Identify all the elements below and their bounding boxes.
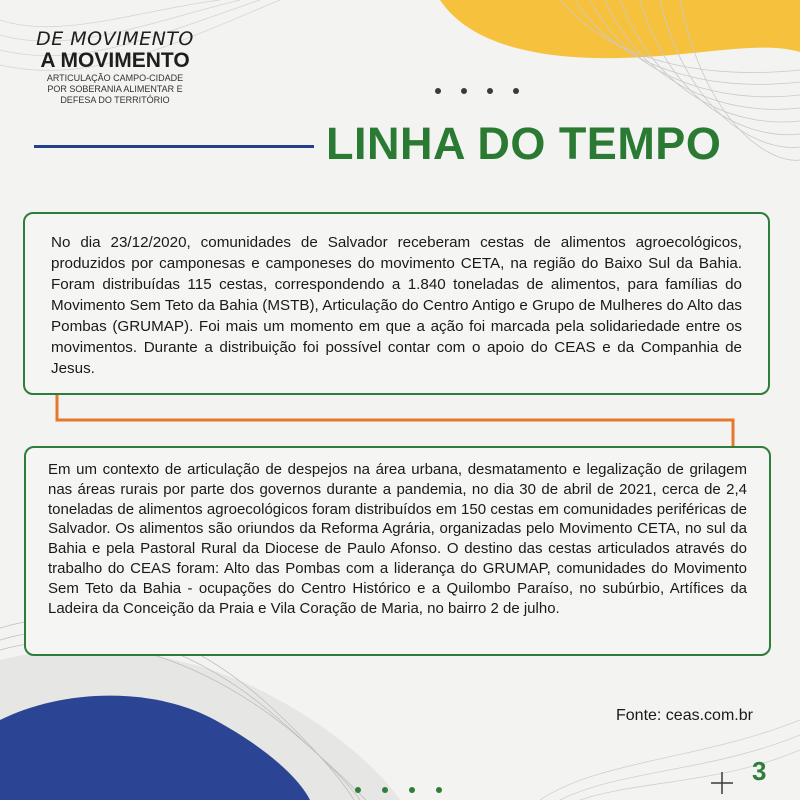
logo-subtitle-2: POR SOBERANIA ALIMENTAR E [47,84,183,94]
bottom-dots [355,787,442,793]
dot [436,787,442,793]
page-number: 3 [752,756,767,786]
timeline-card-1-text: No dia 23/12/2020, comunidades de Salvador receberam cestas de alimentos agroecológicos, produzidos por camponesas e camponeses do movimento CETA, na região do Baixo Sul da Bahia. Foram distribuídas 115 cestas, correspondendo a 1.840 toneladas de alimentos, para famílias do Movimento Sem Teto da Bahia (MSTB), Articulação do Centro Antigo e Grupo de Mulheres do Alto das Pombas (GRUMAP). Foi mais um momento em que a ação foi marcada pela solidariedade entre os movimentos. Durante a distribuição foi possível contar com o apoio do CEAS e da Companhia de Jesus. [51,234,742,377]
dot [355,787,361,793]
source-credit: Fonte: ceas.com.br [616,707,753,724]
plus-icon [709,770,735,796]
logo-subtitle-3: DEFESA DO TERRITÓRIO [60,95,170,105]
timeline-card-2 [24,446,771,656]
dot [382,787,388,793]
logo-line-2: A MOVIMENTO [40,49,190,72]
logo-line-1: DE MOVIMENTO [36,28,194,50]
page-title: LINHA DO TEMPO [326,118,722,169]
logo-subtitle-1: ARTICULAÇÃO CAMPO-CIDADE [46,73,184,83]
timeline-card-2-text: Em um contexto de articulação de despejos na área urbana, desmatamento e legalização de grilagem nas áreas rurais por parte dos governos durante a pandemia, no dia 30 de abril de 2021, cerca de 2,4 toneladas de alimentos agroecológicos foram distribuídos em 150 cestas em comunidades periféricas de Salvador. Os alimentos são oriundos da Reforma Agrária, organizadas pelo Movimento CETA, no sul da Bahia e pela Pastoral Rural da Diocese de Paulo Afonso. O destino das cestas articulados através do trabalho do CEAS foram: Alto das Pombas com a liderança do GRUMAP, comunidades do Movimento Sem Teto da Bahia - ocupações do Centro Histórico e a Quilombo Paraíso, no subúrbio, Artífices da Ladeira da Conceição da Praia e Vila Coração de Maria, no bairro 2 de julho. [48,461,747,617]
dot [409,787,415,793]
